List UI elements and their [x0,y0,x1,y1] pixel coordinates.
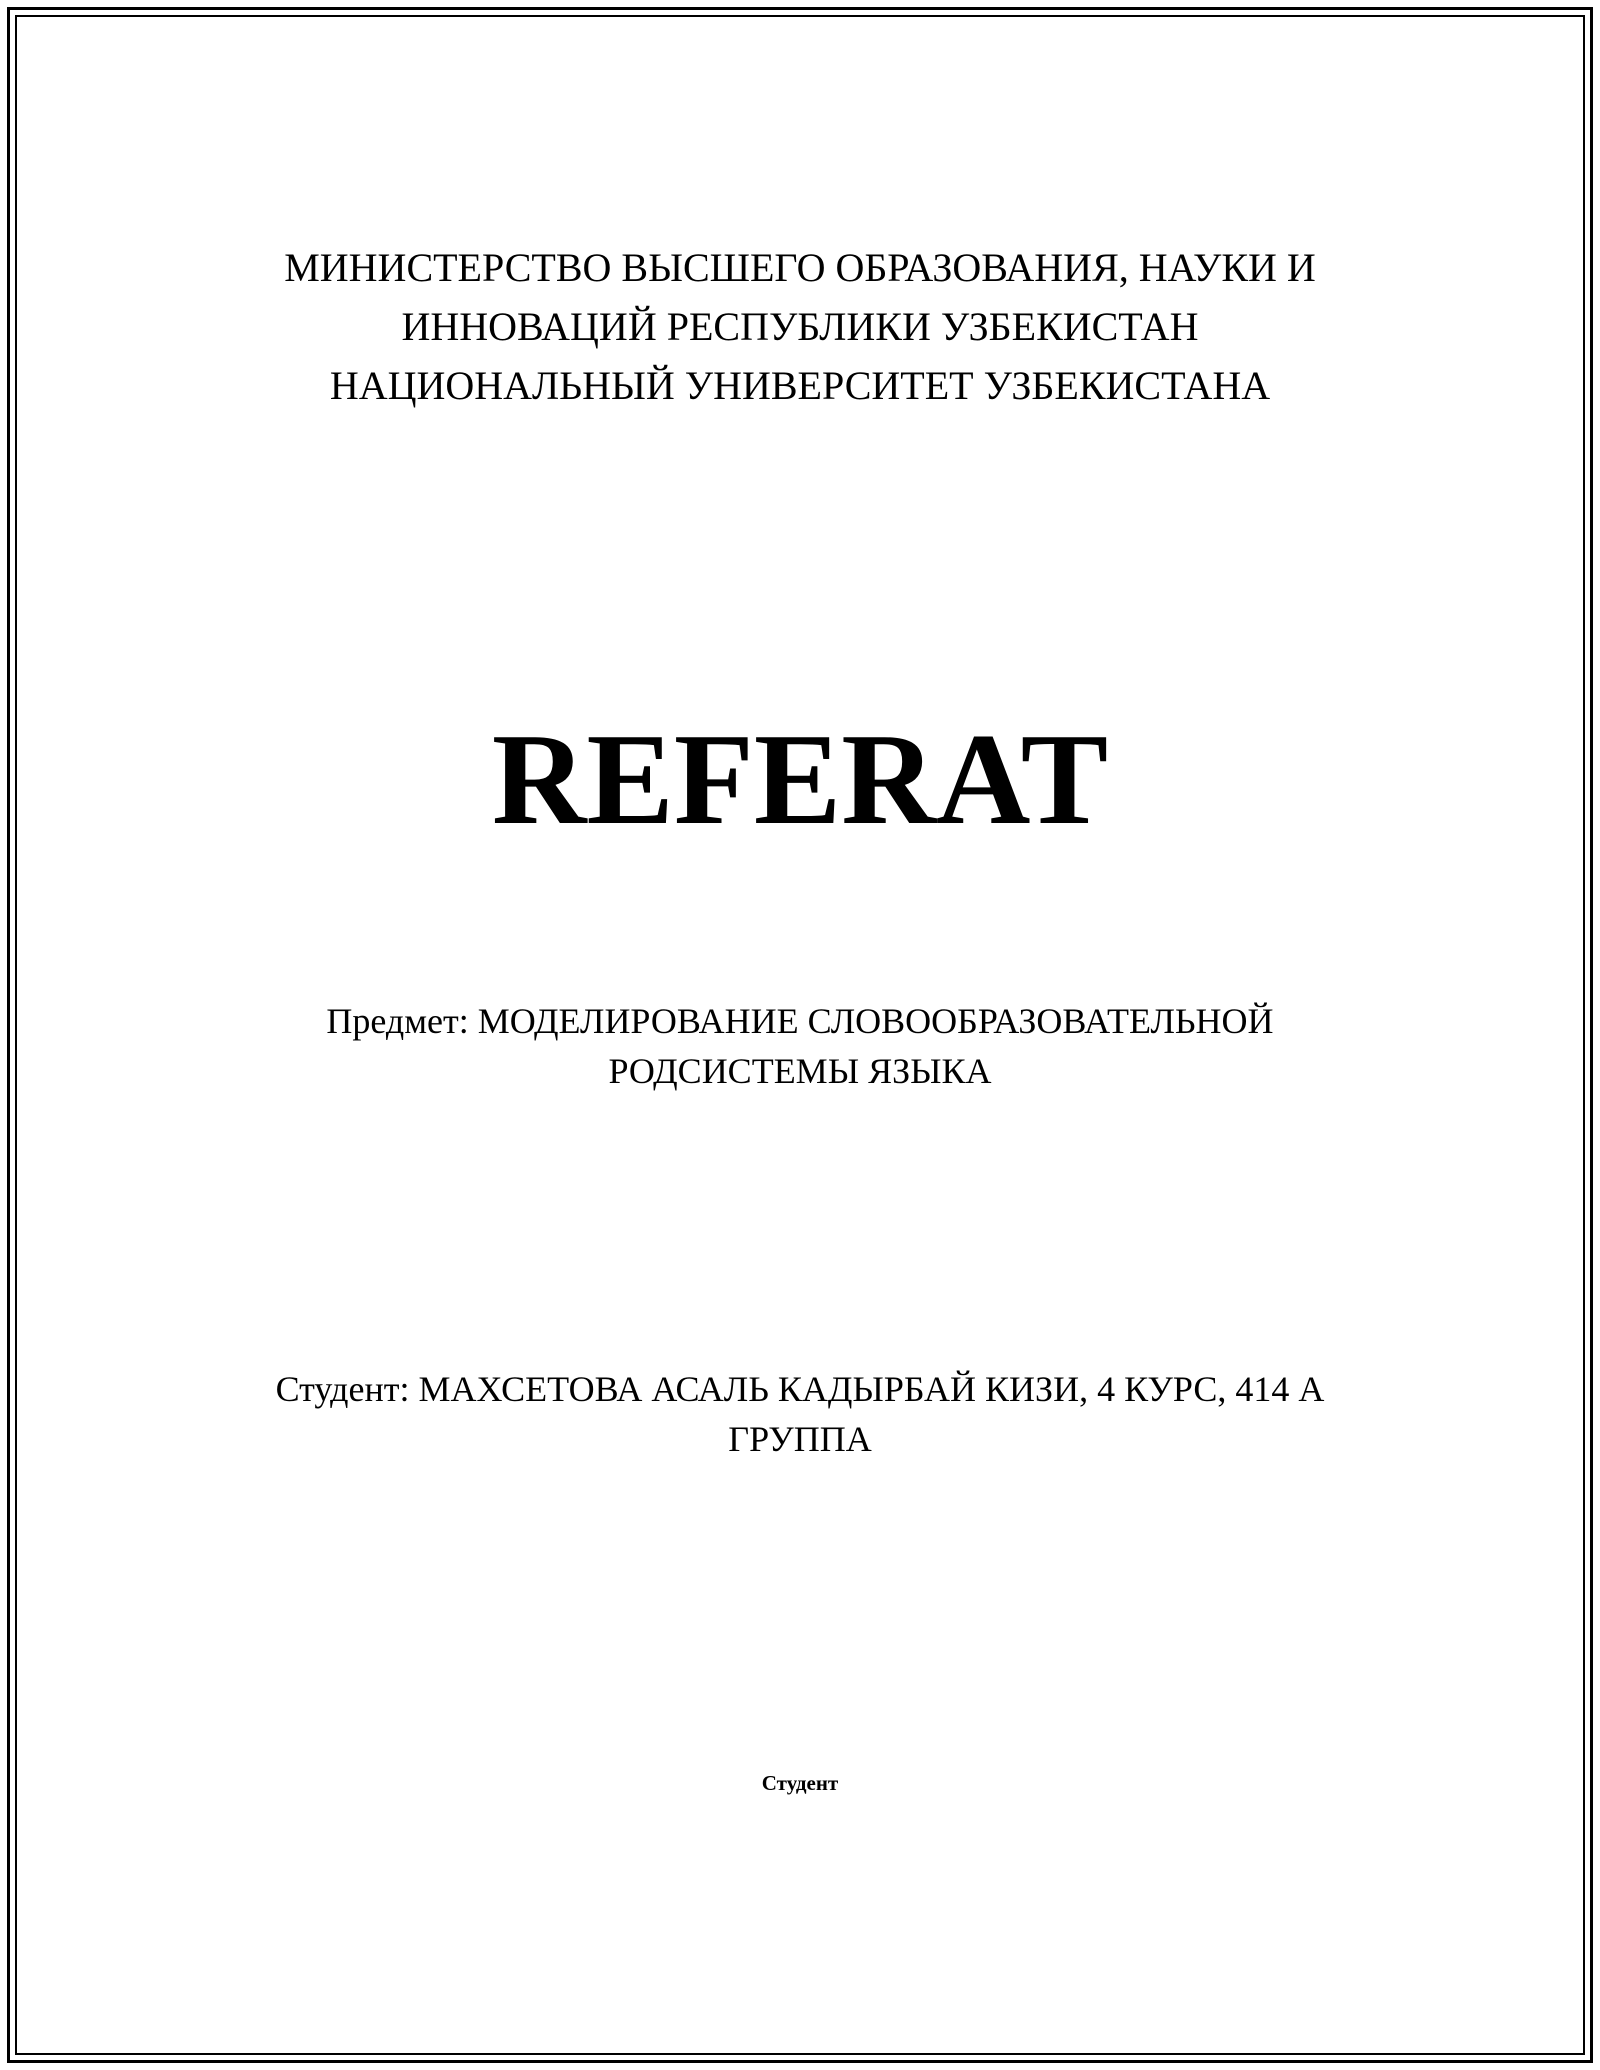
university-name: НАЦИОНАЛЬНЫЙ УНИВЕРСИТЕТ УЗБЕКИСТАНА [329,363,1271,408]
subject-line-2: РОДСИСТЕМЫ ЯЗЫКА [608,1051,992,1091]
document-title: REFERAT [491,707,1109,852]
footer-student-label: Студент [761,1771,839,1795]
subject-line-1: Предмет: МОДЕЛИРОВАНИЕ СЛОВООБРАЗОВАТЕЛЬНОЙ [326,1001,1274,1041]
subject-block [100,996,1500,1096]
student-block [100,1364,1500,1464]
ministry-header [100,238,1500,415]
ministry-header-line-1: МИНИСТЕРСТВО ВЫСШЕГО ОБРАЗОВАНИЯ, НАУКИ И [284,245,1316,290]
ministry-header-line-2: ИННОВАЦИЙ РЕСПУБЛИКИ УЗБЕКИСТАН [401,304,1199,349]
student-line-2: ГРУППА [728,1419,872,1459]
student-line-1: Студент: МАХСЕТОВА АСАЛЬ КАДЫРБАЙ КИЗИ, 4 КУРС, 414 А [275,1369,1325,1409]
